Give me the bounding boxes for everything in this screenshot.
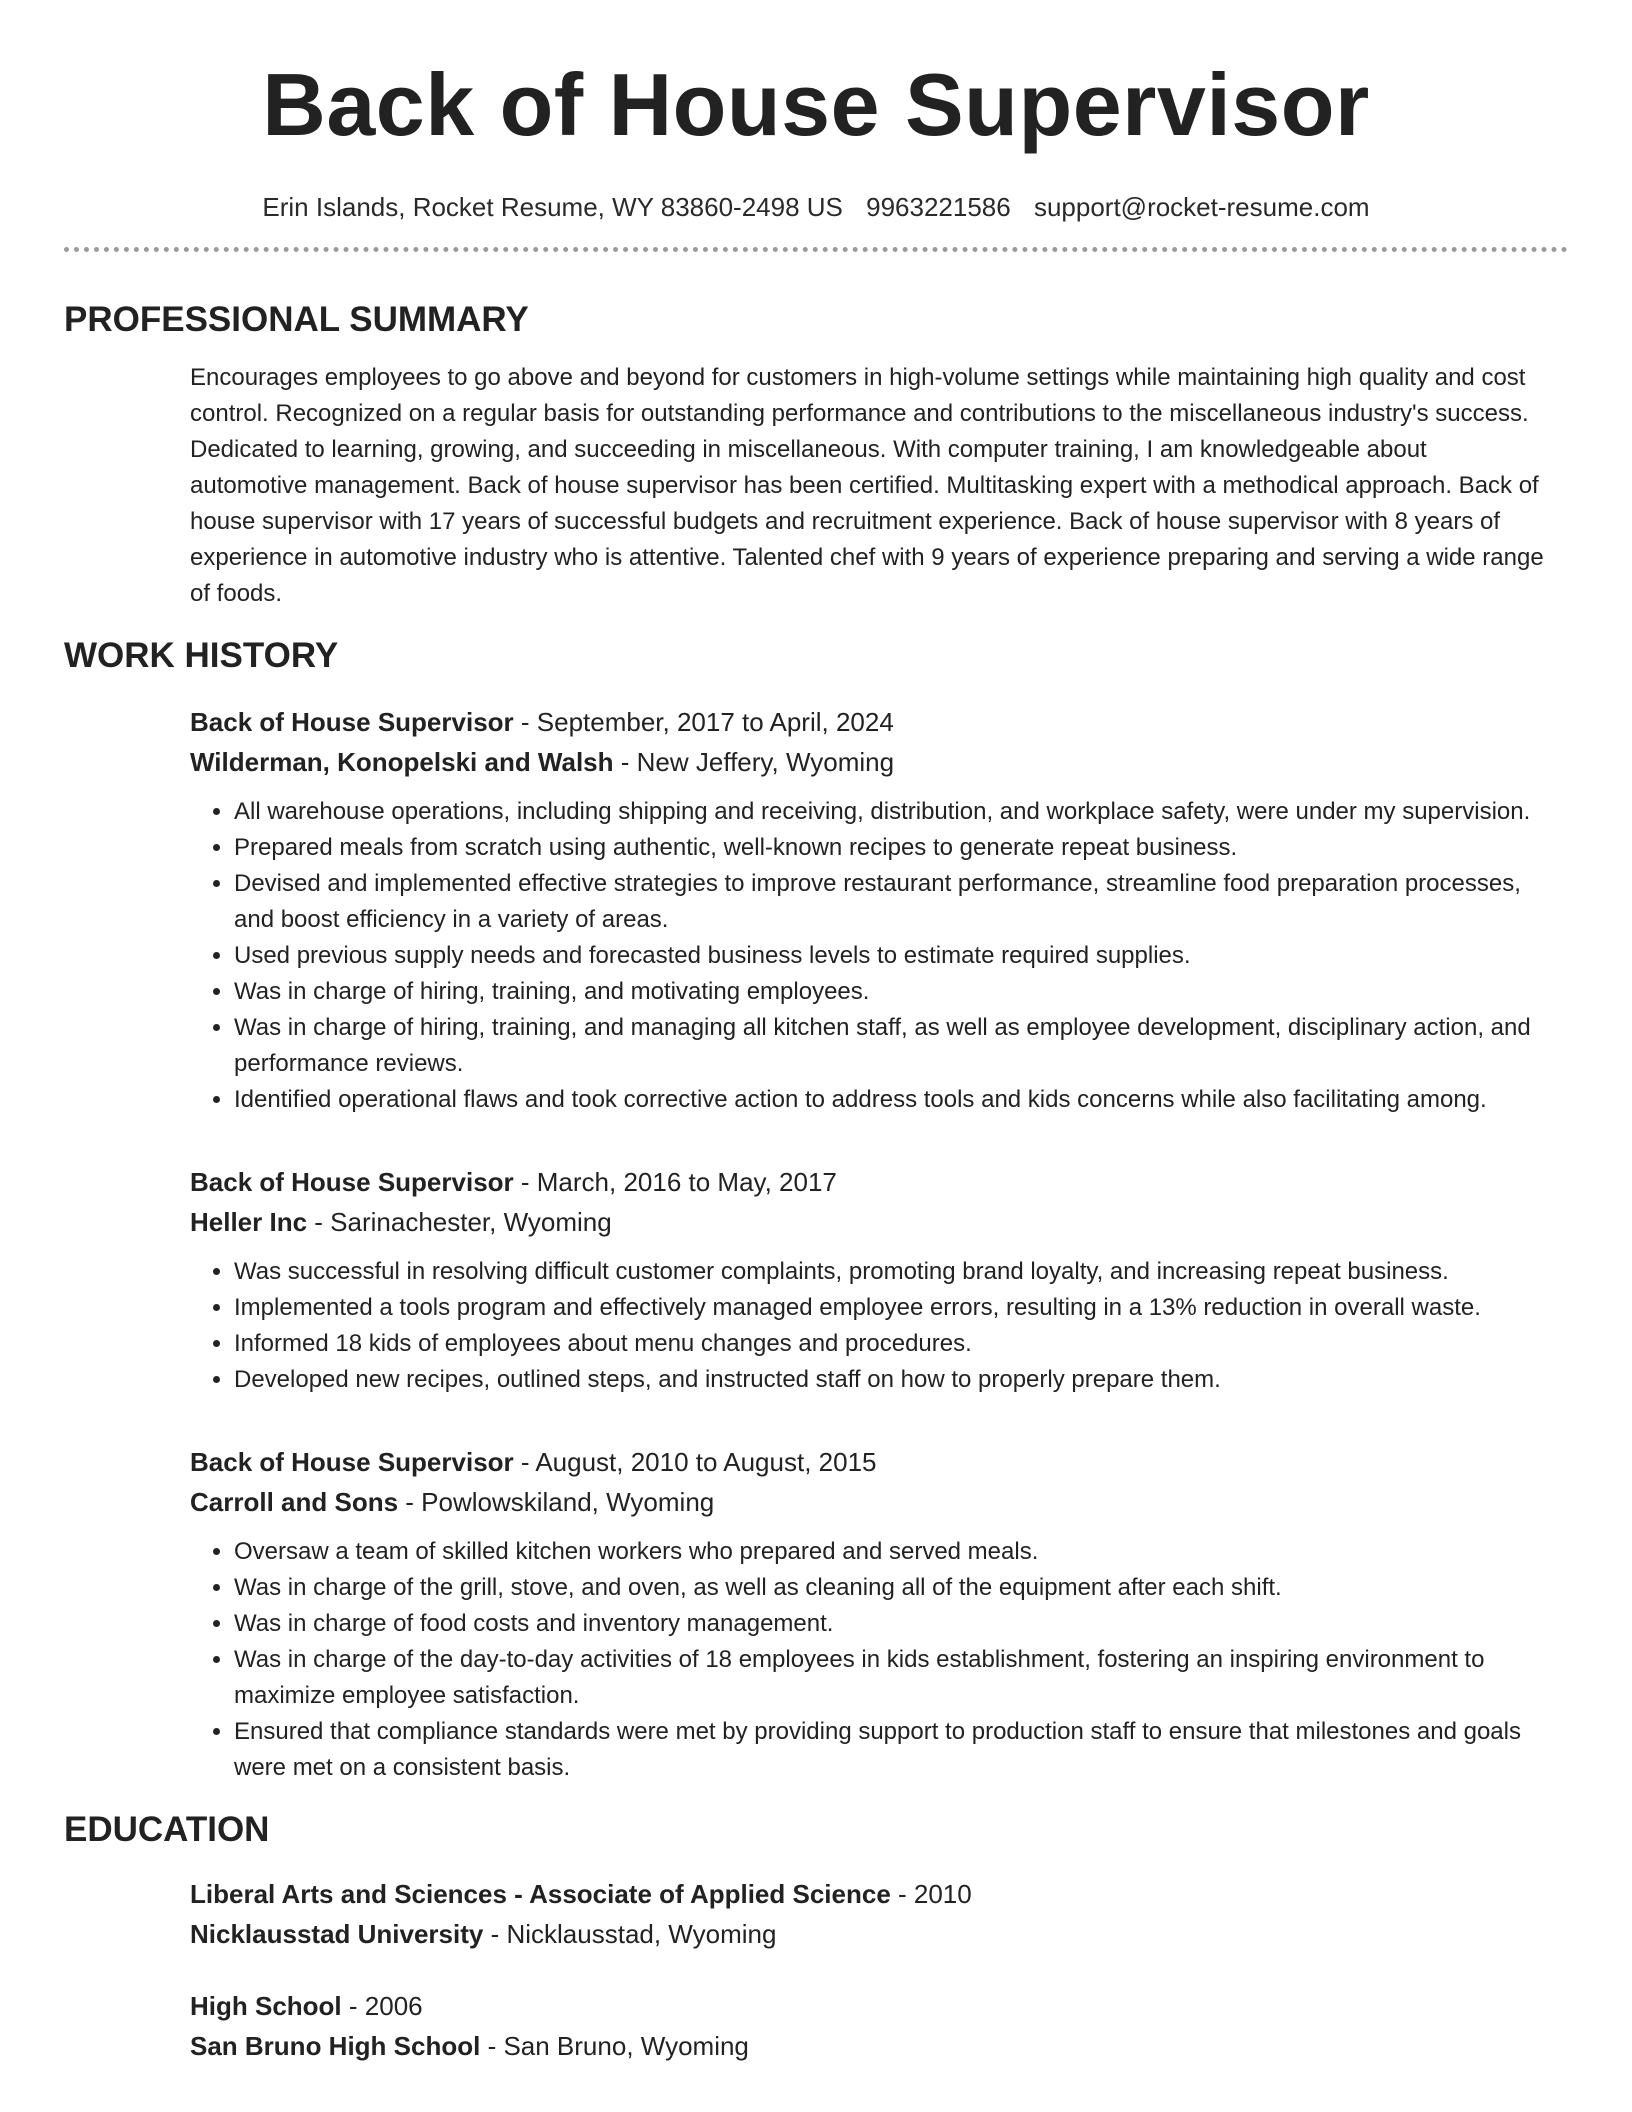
education-year: - 2010 [890, 1879, 972, 1909]
job-title-line [190, 1442, 1550, 1482]
contact-info [64, 191, 1568, 223]
job-role: Back of House Supervisor [190, 1167, 514, 1197]
section-title-summary: PROFESSIONAL SUMMARY [64, 300, 529, 339]
section-title-education: EDUCATION [64, 1810, 270, 1849]
job-company: Carroll and Sons [190, 1487, 399, 1517]
candidate-name: Back of House Supervisor [262, 55, 1370, 154]
education-entry [190, 1986, 1550, 2066]
section-title-work-history: WORK HISTORY [64, 636, 339, 675]
education-degree-line [190, 1874, 1550, 1914]
job-role: Back of House Supervisor [190, 1447, 514, 1477]
job-bullet: • Was in charge of the grill, stove, and oven, as well as cleaning all of the equipment after each shift. [234, 1570, 1550, 1606]
education-entry [190, 1874, 1550, 1954]
job-bullet: • Implemented a tools program and effectively managed employee errors, resulting in a 13% reduction in overall waste. [234, 1290, 1550, 1326]
job-bullet: • Identified operational flaws and took corrective action to address tools and kids concerns while also facilitating among. [234, 1082, 1550, 1118]
job-bullet: • Was in charge of hiring, training, and managing all kitchen staff, as well as employee development, disciplinary action, and performance reviews. [234, 1010, 1550, 1082]
job-entry [190, 702, 1550, 1118]
education-location: - Nicklausstad, Wyoming [483, 1919, 777, 1949]
summary-section [64, 298, 1568, 612]
job-bullet: • Was in charge of food costs and inventory management. [234, 1606, 1550, 1642]
education-section [64, 1808, 1568, 2066]
job-bullet: • All warehouse operations, including shipping and receiving, distribution, and workplace safety, were under my supervision. [234, 794, 1550, 830]
job-bullet: • Devised and implemented effective strategies to improve restaurant performance, streamline food preparation processes, and boost efficiency in a variety of areas. [234, 866, 1550, 938]
contact-phone: 9963221586 [866, 192, 1011, 222]
job-entry [190, 1442, 1550, 1786]
job-bullets [190, 1254, 1550, 1398]
header-divider [64, 247, 1568, 252]
job-company-line [190, 1482, 1550, 1522]
job-bullets [190, 1534, 1550, 1786]
education-degree: Liberal Arts and Sciences - Associate of Applied Science [190, 1879, 891, 1909]
job-entry [190, 1162, 1550, 1398]
resume-header [64, 0, 1568, 223]
job-company: Wilderman, Konopelski and Walsh [190, 747, 614, 777]
summary-text: Encourages employees to go above and beyond for customers in high-volume settings while maintaining high quality and cost control. Recognized on a regular basis for outstanding performance and contributions to the miscellaneous industry's success. Dedicated to learning, growing, and succeeding in miscellaneous. With computer training, I am knowledgeable about automotive management. Back of house supervisor has been certified. Multitasking expert with a methodical approach. Back of house supervisor with 17 years of successful budgets and recruitment experience. Back of house supervisor with 8 years of experience in automotive industry who is attentive. Talented chef with 9 years of experience preparing and serving a wide range of foods. [190, 364, 1544, 607]
contact-address: Erin Islands, Rocket Resume, WY 83860-2498 US [262, 192, 843, 222]
job-title-line [190, 1162, 1550, 1202]
job-bullet: • Informed 18 kids of employees about menu changes and procedures. [234, 1326, 1550, 1362]
job-bullet: • Developed new recipes, outlined steps, and instructed staff on how to properly prepare them. [234, 1362, 1550, 1398]
job-location: - New Jeffery, Wyoming [613, 747, 895, 777]
education-school-line [190, 1914, 1550, 1954]
job-location: - Powlowskiland, Wyoming [398, 1487, 715, 1517]
job-role: Back of House Supervisor [190, 707, 514, 737]
education-year: - 2006 [341, 1991, 423, 2021]
education-school-line [190, 2026, 1550, 2066]
job-bullet: • Used previous supply needs and forecasted business levels to estimate required supplies. [234, 938, 1550, 974]
job-bullets [190, 794, 1550, 1118]
job-dates: - August, 2010 to August, 2015 [513, 1447, 877, 1477]
job-dates: - September, 2017 to April, 2024 [513, 707, 894, 737]
job-company-line [190, 742, 1550, 782]
job-bullet: • Ensured that compliance standards were met by providing support to production staff to ensure that milestones and goals were met on a consistent basis. [234, 1714, 1550, 1786]
education-degree: High School [190, 1991, 342, 2021]
work-history-section [64, 634, 1568, 1786]
education-school: Nicklausstad University [190, 1919, 484, 1949]
education-degree-line [190, 1986, 1550, 2026]
job-company-line [190, 1202, 1550, 1242]
job-bullet: • Was successful in resolving difficult customer complaints, promoting brand loyalty, and increasing repeat business. [234, 1254, 1550, 1290]
job-bullet: • Prepared meals from scratch using authentic, well-known recipes to generate repeat business. [234, 830, 1550, 866]
job-title-line [190, 702, 1550, 742]
education-location: - San Bruno, Wyoming [480, 2031, 749, 2061]
education-school: San Bruno High School [190, 2031, 481, 2061]
job-location: - Sarinachester, Wyoming [307, 1207, 612, 1237]
job-bullet: • Was in charge of the day-to-day activities of 18 employees in kids establishment, fostering an inspiring environment to maximize employee satisfaction. [234, 1642, 1550, 1714]
job-bullet: • Was in charge of hiring, training, and motivating employees. [234, 974, 1550, 1010]
contact-email: support@rocket-resume.com [1033, 192, 1370, 222]
job-dates: - March, 2016 to May, 2017 [513, 1167, 837, 1197]
job-bullet: • Oversaw a team of skilled kitchen workers who prepared and served meals. [234, 1534, 1550, 1570]
job-company: Heller Inc [190, 1207, 308, 1237]
